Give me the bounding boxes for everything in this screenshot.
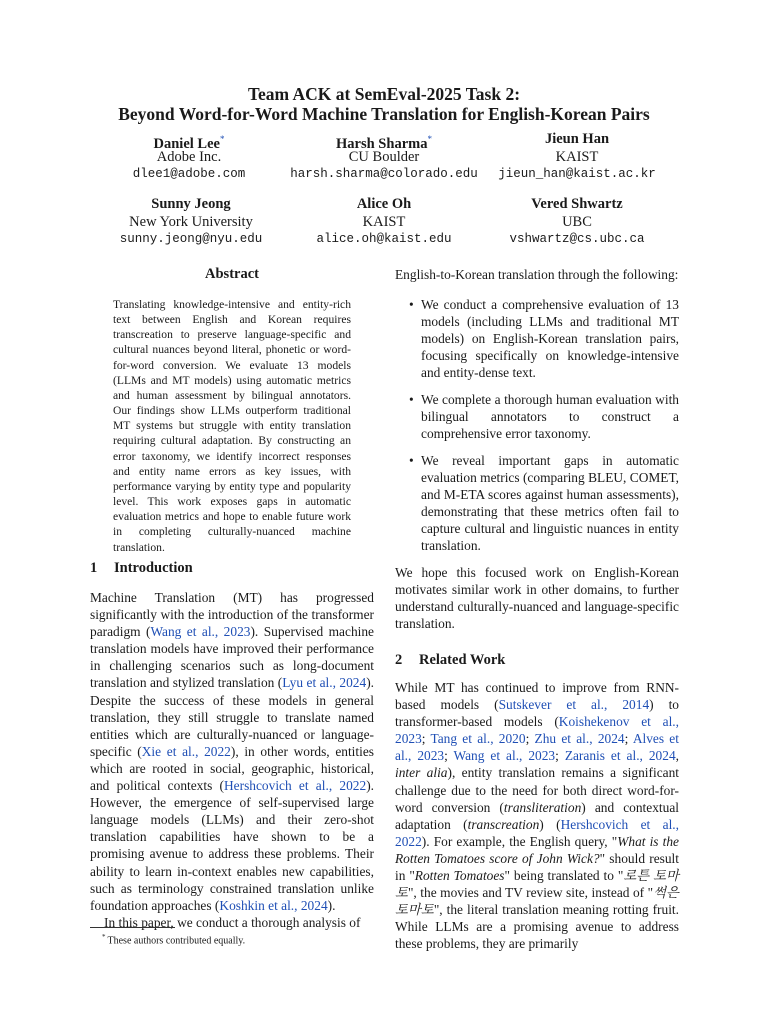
citation-link[interactable]: Koishekenov et al., 2023 (395, 714, 679, 747)
text-run: ) ( (539, 816, 561, 832)
related-work-paragraph (395, 679, 679, 953)
bullet-icon: • (409, 392, 414, 408)
text-run: ). For example, the English query, " (421, 833, 618, 849)
text-run: ; (624, 731, 633, 747)
footnote-divider (90, 927, 175, 928)
introduction-paragraph (90, 589, 374, 914)
citation-link[interactable]: Zaranis et al., 2024 (564, 748, 676, 764)
citation-link[interactable]: Lyu et al., 2024 (282, 675, 367, 691)
section-number: 2 (395, 652, 403, 668)
text-run: ). (327, 897, 336, 913)
equal-contribution-mark: * (219, 134, 225, 144)
emphasized-text: What is the Rotten Tomatoes score of John Wick? (395, 833, 679, 866)
author-block (457, 196, 697, 249)
text-run: Machine Translation (MT) has progressed significantly with the introduction of the transformer paradigm ( (90, 590, 374, 640)
author-affiliation: New York University (129, 214, 253, 230)
section-heading-introduction (90, 560, 193, 577)
footnote (90, 931, 374, 947)
list-item: • We conduct a comprehensive evaluation of 13 models (including LLMs and traditional MT models) on English-Korean translation pairs, focusing specifically on knowledge-intensive and entity-dense text. (409, 297, 679, 381)
text-run: " being translated to " (504, 868, 624, 884)
text-run: ; (421, 731, 431, 747)
author-name: Daniel Lee* (153, 134, 225, 152)
author-block (457, 131, 697, 184)
author-name: Alice Oh (356, 196, 412, 212)
abstract-text: Translating knowledge-intensive and entity-rich text between English and Korean requires transcreation to preserve language-specific and cultural nuances beyond literal, phonetic or word-for-word conversion. We evaluate 13 models (LLMs and MT models) using automatic metrics and human assessment by bilingual annotators. Our findings show LLMs outperform traditional MT systems but struggle with entity translation requiring cultural adaptation. By constructing an error taxonomy, we identify incorrect responses and entity name errors as key issues, with performance varying by entity type and popularity level. This work exposes gaps in automatic evaluation metrics and hope to enable future work in completing culturally-nuanced machine translation. (113, 298, 351, 554)
section-title: Introduction (114, 560, 193, 576)
text-run: " should result in " (395, 850, 679, 884)
author-email[interactable]: jieun_han@kaist.ac.kr (498, 167, 656, 181)
citation-link[interactable]: Hershcovich et al., 2022 (224, 778, 367, 794)
emphasized-text: 로튼 토마토 (395, 868, 679, 901)
closing-paragraph: We hope this focused work on English-Korean motivates similar work in other domains, to further understand culturally-nuanced and language-specific translation. (395, 565, 679, 632)
author-affiliation: CU Boulder (348, 149, 420, 165)
text-run: ", the literal translation meaning rotting fruit. While LLMs are a promising avenue to address these problems, they are primarily (395, 902, 679, 952)
abstract-heading: Abstract (205, 266, 259, 282)
emphasized-text: 썩은 토마토 (395, 885, 679, 918)
continued-paragraph: English-to-Korean translation through the following: (395, 267, 679, 282)
paper-title-line-1: Team ACK at SemEval-2025 Task 2: (247, 84, 521, 104)
list-item: • We reveal important gaps in automatic evaluation metrics (comparing BLEU, COMET, and M-ETA scores against human assessments), demonstrating that these metrics often fail to capture cultural and linguistic nuances in entity translation. (409, 453, 679, 554)
citation-link[interactable]: Wang et al., 2023 (150, 624, 251, 640)
author-email[interactable]: harsh.sharma@colorado.edu (290, 167, 478, 181)
citation-link[interactable]: Sutskever et al., 2014 (498, 697, 650, 713)
paper-title-line-2: Beyond Word-for-Word Machine Translation for English-Korean Pairs (118, 104, 650, 124)
author-affiliation: KAIST (555, 149, 599, 165)
footnote-mark: * (102, 933, 106, 941)
text-run: ", the movies and TV review site, instead of " (407, 885, 654, 901)
author-email[interactable]: vshwartz@cs.ubc.ca (509, 232, 645, 246)
bullet-icon: • (409, 453, 414, 469)
list-item: • We complete a thorough human evaluation with bilingual annotators to construct a comprehensive error taxonomy. (409, 392, 679, 442)
emphasized-text: inter alia (395, 765, 448, 781)
citation-link[interactable]: Koshkin et al., 2024 (219, 897, 328, 913)
text-run: ; (444, 748, 454, 764)
citation-link[interactable]: Zhu et al., 2024 (534, 731, 625, 747)
emphasized-text: Rotten Tomatoes (414, 868, 505, 884)
author-name: Vered Shwartz (531, 196, 623, 212)
author-email[interactable]: dlee1@adobe.com (132, 167, 246, 181)
text-run: ; (525, 731, 535, 747)
text-run: ; (555, 748, 565, 764)
author-email[interactable]: alice.oh@kaist.edu (316, 232, 452, 246)
text-run: ), in other words, entities which are rooted in social, geographic, historical, and political contexts ( (90, 743, 374, 794)
text-run: ) and contextual adaptation ( (395, 799, 679, 832)
section-title: Related Work (419, 652, 506, 668)
author-affiliation: Adobe Inc. (156, 149, 222, 165)
author-name: Jieun Han (544, 131, 610, 147)
text-run: ), entity translation remains a significant challenge due to the need for both direct word-for-word conversion ( (395, 765, 679, 815)
contribution-list (395, 296, 679, 554)
bullet-icon: • (409, 297, 414, 313)
citation-link[interactable]: Wang et al., 2023 (453, 748, 556, 764)
text-run: , (675, 748, 679, 764)
author-affiliation: KAIST (362, 214, 406, 230)
equal-contribution-mark: * (427, 134, 432, 144)
author-affiliation: UBC (562, 214, 592, 230)
citation-link[interactable]: Alves et al., 2023 (395, 731, 679, 764)
citation-link[interactable]: Hershcovich et al., 2022 (395, 816, 679, 849)
emphasized-text: transcreation (467, 816, 540, 832)
related-work-body (395, 679, 679, 953)
citation-link[interactable]: Xie et al., 2022 (141, 743, 231, 759)
author-email[interactable]: sunny.jeong@nyu.edu (119, 232, 263, 246)
author-name: Sunny Jeong (151, 196, 231, 212)
text-run: ). Supervised machine translation models have improved their performance in challenging scenarios such as long-document translation and stylized translation ( (90, 624, 375, 691)
emphasized-text: transliteration (503, 799, 582, 815)
section-heading-related-work (395, 652, 505, 669)
footnote-text: These authors contributed equally. (107, 935, 246, 947)
citation-link[interactable]: Tang et al., 2020 (430, 731, 526, 747)
introduction-paragraph: In this paper, we conduct a thorough analysis of (104, 914, 361, 930)
section-number: 1 (90, 560, 98, 576)
text-run: While MT has continued to improve from RNN-based models ( (395, 680, 679, 713)
text-run: ) to transformer-based models ( (395, 697, 679, 730)
author-name: Harsh Sharma* (336, 134, 432, 152)
text-run: ). However, the emergence of self-supervised large language models (LLMs) and their zero-shot translation capabilities have shown to be a promising avenue to address these problems. Their ability to learn in-context enables new capabilities, such as terminology constrained translation unlike foundation approaches ( (90, 778, 374, 913)
text-run: ). Despite the success of these models in general translation, they still struggle to translate named entities which are culturally-nuanced or language-specific ( (90, 675, 374, 759)
introduction-body (90, 589, 374, 931)
right-column (395, 266, 679, 632)
